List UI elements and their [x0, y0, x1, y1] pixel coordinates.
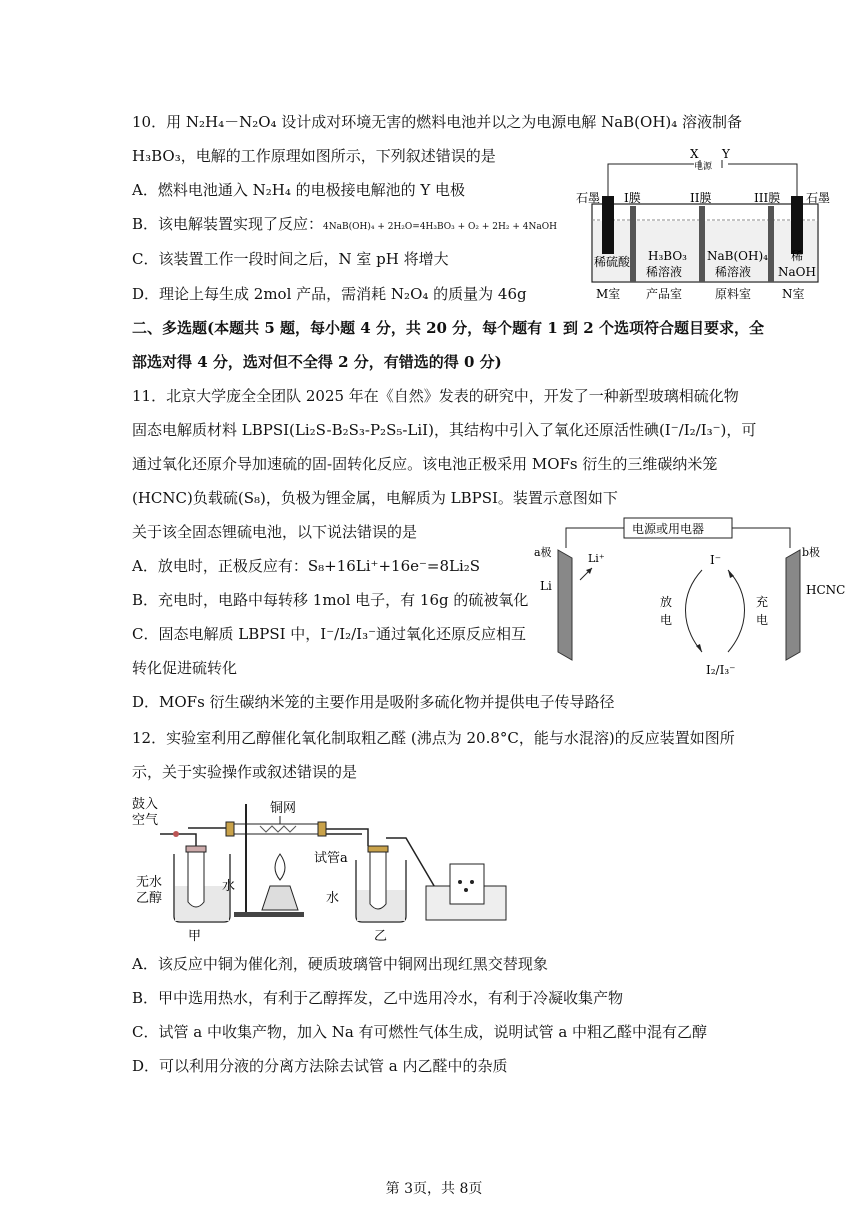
iodine-triiodide-label: I₂/I₃⁻	[706, 663, 736, 677]
q10-stem-line2: H₃BO₃，电解的工作原理如图所示，下列叙述错误的是	[132, 147, 496, 165]
wire-left	[608, 164, 694, 196]
water-label-yi: 水	[326, 891, 340, 906]
q10-option-d: D．理论上每生成 2mol 产品，需消耗 N₂O₄ 的质量为 46g	[132, 285, 527, 303]
copper-mesh-label: 铜网	[270, 801, 297, 816]
charge-label-2: 电	[756, 613, 769, 627]
q10-option-b-text: B．该电解装置实现了反应：	[132, 215, 324, 233]
discharge-arrow	[686, 570, 703, 652]
ethanol-label-2: 乙醇	[136, 891, 163, 906]
q10-stem-line1: 10．用 N₂H₄－N₂O₄ 设计成对环境无害的燃料电池并以之为电源电解 NaB(OH)₄ 溶液制备	[132, 113, 743, 131]
q10-option-b	[132, 214, 557, 237]
q10-option-b-equation: 4NaB(OH)₄ + 2H₂O=4H₃BO₃ + O₂ + 2H₂ + 4NaOH	[323, 222, 557, 232]
air-label-2: 空气	[132, 813, 159, 828]
charge-arrow	[728, 570, 745, 652]
q12-option-a: A．该反应中铜为催化剂，硬质玻璃管中铜网出现红黑交替现象	[132, 955, 548, 973]
discharge-label-2: 电	[660, 613, 673, 627]
beaker-jia-label: 甲	[188, 929, 202, 944]
apparatus-figure	[130, 790, 510, 950]
q11-stem-line2: 固态电解质材料 LBPSI(Li₂S-B₂S₃-P₂S₅-LiI)，其结构中引入了氧化还原活性碘(I⁻/I₂/I₃⁻)，可	[132, 421, 757, 439]
q11-option-c-line1: C．固态电解质 LBPSI 中，I⁻/I₂/I₃⁻通过氧化还原反应相互	[132, 625, 527, 643]
q11-stem-line4: (HCNC)负载硫(S₈)，负极为锂金属，电解质为 LBPSI。装置示意图如下	[132, 489, 618, 507]
water-label-jia: 水	[222, 879, 236, 894]
q12-option-b: B．甲中选用热水，有利于乙醇挥发，乙中选用冷水，有利于冷凝收集产物	[132, 989, 624, 1007]
solution-m-label: 稀硫酸	[594, 255, 631, 269]
q11-option-b: B．充电时，电路中每转移 1mol 电子，有 16g 的硫被氧化	[132, 591, 529, 609]
air-label-1: 鼓入	[132, 797, 159, 812]
right-electrode-label: 石墨	[806, 191, 831, 205]
left-electrode-label: 石墨	[576, 191, 601, 205]
membrane-3	[768, 206, 774, 282]
power-source-label: 电源	[694, 162, 713, 172]
a-pole-label: a极	[534, 546, 552, 559]
electrolysis-figure	[570, 142, 840, 302]
beaker-yi-label: 乙	[374, 929, 388, 944]
solution-raw-label-2: 稀溶液	[715, 265, 752, 279]
battery-figure	[530, 514, 850, 684]
q10-option-a: A．燃料电池通入 N₂H₄ 的电极接电解池的 Y 电极	[132, 181, 466, 199]
right-graphite-electrode	[791, 196, 803, 254]
solution-product-label-2: 稀溶液	[646, 265, 683, 279]
li-label: Li	[540, 579, 552, 593]
room-raw-label: 原料室	[715, 287, 752, 301]
power-x-label: X	[690, 147, 699, 161]
solution-n-label-2: NaOH	[778, 265, 816, 279]
anode-li-plate	[558, 550, 572, 660]
q11-option-d: D．MOFs 衍生碳纳米笼的主要作用是吸附多硫化物并提供电子传导路径	[132, 693, 615, 711]
test-tube-ethanol	[188, 848, 204, 907]
q11-option-c-line2: 转化促进硫转化	[132, 659, 238, 677]
power-y-label: Y	[722, 147, 730, 161]
room-product-label: 产品室	[646, 287, 683, 301]
alcohol-lamp	[262, 886, 298, 910]
section2-heading-line1: 二、多选题(本题共 5 题，每小题 4 分，共 20 分，每个题有 1 到 2 个选项符合题目要求，全	[132, 319, 764, 337]
membrane-1-label: I膜	[624, 191, 641, 205]
q12-option-d: D．可以利用分液的分离方法除去试管 a 内乙醛中的杂质	[132, 1057, 508, 1075]
q11-stem-line3: 通过氧化还原介导加速硫的固-固转化反应。该电池正极采用 MOFs 衍生的三维碳纳米笼	[132, 455, 718, 473]
q12-stem-line2: 示，关于实验操作或叙述错误的是	[132, 763, 358, 781]
q11-stem-line1: 11．北京大学庞全全团队 2025 年在《自然》发表的研究中，开发了一种新型玻璃相硫化物	[132, 387, 739, 405]
ethanol-label-1: 无水	[136, 875, 163, 890]
discharge-label-1: 放	[660, 595, 673, 609]
air-valve-icon	[173, 831, 179, 837]
q11-stem-line5: 关于该全固态锂硫电池，以下说法错误的是	[132, 523, 418, 541]
cathode-hcnc-plate	[786, 550, 800, 660]
page-footer: 第 3页，共 8页	[385, 1181, 483, 1197]
charge-label-1: 充	[756, 595, 769, 609]
membrane-3-label: III膜	[754, 191, 781, 205]
membrane-2	[699, 206, 705, 282]
hcnc-label: HCNC	[806, 583, 846, 597]
q12-stem-line1: 12．实验室利用乙醇催化氧化制取粗乙醛 (沸点为 20.8°C，能与水混溶)的反应装置如图所	[132, 729, 735, 747]
test-tube-a	[370, 848, 386, 909]
li-ion-label: Li⁺	[588, 552, 605, 565]
test-tube-a-label: 试管a	[314, 851, 348, 866]
hard-glass-tube	[230, 824, 324, 834]
solution-raw-label-1: NaB(OH)₄	[707, 249, 768, 263]
b-pole-label: b极	[802, 546, 821, 559]
solution-n-label-1: 稀	[791, 249, 804, 263]
solution-product-label-1: H₃BO₃	[648, 249, 687, 263]
collection-bottle	[450, 864, 484, 904]
power-or-load-label: 电源或用电器	[632, 522, 705, 536]
room-n-label: N室	[782, 287, 805, 301]
membrane-1	[630, 206, 636, 282]
iron-stand-base	[234, 912, 304, 917]
iodide-label: I⁻	[710, 553, 722, 567]
left-graphite-electrode	[602, 196, 614, 254]
q10-option-c: C．该装置工作一段时间之后，N 室 pH 将增大	[132, 250, 449, 268]
q11-option-a: A．放电时，正极反应有：S₈+16Li⁺+16e⁻=8Li₂S	[132, 557, 481, 575]
room-m-label: M室	[596, 287, 621, 301]
q12-option-c: C．试管 a 中收集产物，加入 Na 有可燃性气体生成，说明试管 a 中粗乙醛中混有乙醇	[132, 1023, 708, 1041]
membrane-2-label: II膜	[690, 191, 712, 205]
section2-heading-line2: 部选对得 4 分，选对但不全得 2 分，有错选的得 0 分)	[132, 353, 502, 371]
